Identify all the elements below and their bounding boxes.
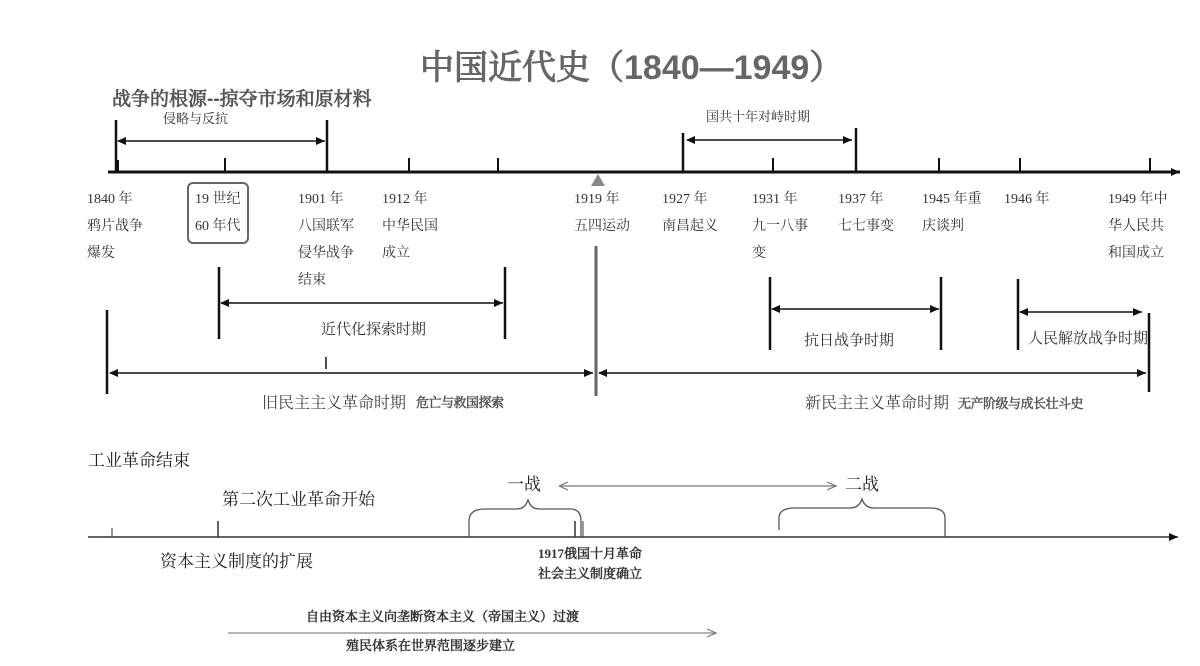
event-1919: 1919 年 五四运动 — [574, 192, 630, 234]
ww2-label: 二战 — [845, 475, 879, 494]
event-1840: 1840 年 鸦片战争 爆发 — [87, 192, 143, 261]
industrial-revolution-end: 工业革命结束 — [88, 451, 190, 470]
event-1927: 1927 年 南昌起义 — [662, 192, 718, 234]
era-old-note: 危亡与救国探索 — [416, 395, 504, 410]
ww1-label: 一战 — [507, 475, 541, 494]
russia-revolution-note: 1917俄国十月革命 社会主义制度确立 — [538, 546, 643, 581]
period-aggression-label: 侵略与反抗 — [163, 111, 229, 126]
event-1901: 1901 年 八国联军 侵华战争 结束 — [298, 192, 354, 288]
ww2-bracket — [779, 499, 945, 537]
event-1860s: 19 世纪 60 年代 — [187, 182, 249, 244]
era-old-label: 旧民主主义革命时期 — [262, 395, 407, 412]
imperialism-note: 自由资本主义向垄断资本主义（帝国主义）过渡 — [306, 609, 580, 624]
event-1937: 1937 年 七七事变 — [838, 192, 894, 234]
war-root-theme: 战争的根源--掠夺市场和原材料 — [112, 89, 372, 110]
period-antijapanese-label: 抗日战争时期 — [804, 333, 895, 349]
axis-ticks — [118, 158, 1150, 172]
page-title: 中国近代史（1840—1949） — [420, 49, 844, 87]
period-liberation-label: 人民解放战争时期 — [1028, 331, 1149, 347]
era-new-label: 新民主主义革命时期 — [805, 395, 950, 412]
period-tenyear-label: 国共十年对峙时期 — [706, 109, 811, 124]
marker-1919-icon — [591, 174, 605, 186]
event-1946: 1946 年 — [1004, 192, 1050, 207]
colonial-system-note: 殖民体系在世界范围逐步建立 — [346, 638, 516, 653]
period-modernization-label: 近代化探索时期 — [321, 322, 427, 338]
capitalism-expansion: 资本主义制度的扩展 — [160, 552, 313, 571]
ww1-bracket — [469, 500, 581, 537]
event-1931: 1931 年 九一八事 变 — [752, 192, 808, 261]
event-1949: 1949 年中 华人民共 和国成立 — [1108, 192, 1168, 261]
era-new-note: 无产阶级与成长壮斗史 — [958, 396, 1084, 411]
second-industrial-revolution: 第二次工业革命开始 — [222, 490, 375, 509]
event-1912: 1912 年 中华民国 成立 — [382, 192, 438, 261]
event-1945: 1945 年重 庆谈判 — [922, 192, 982, 234]
